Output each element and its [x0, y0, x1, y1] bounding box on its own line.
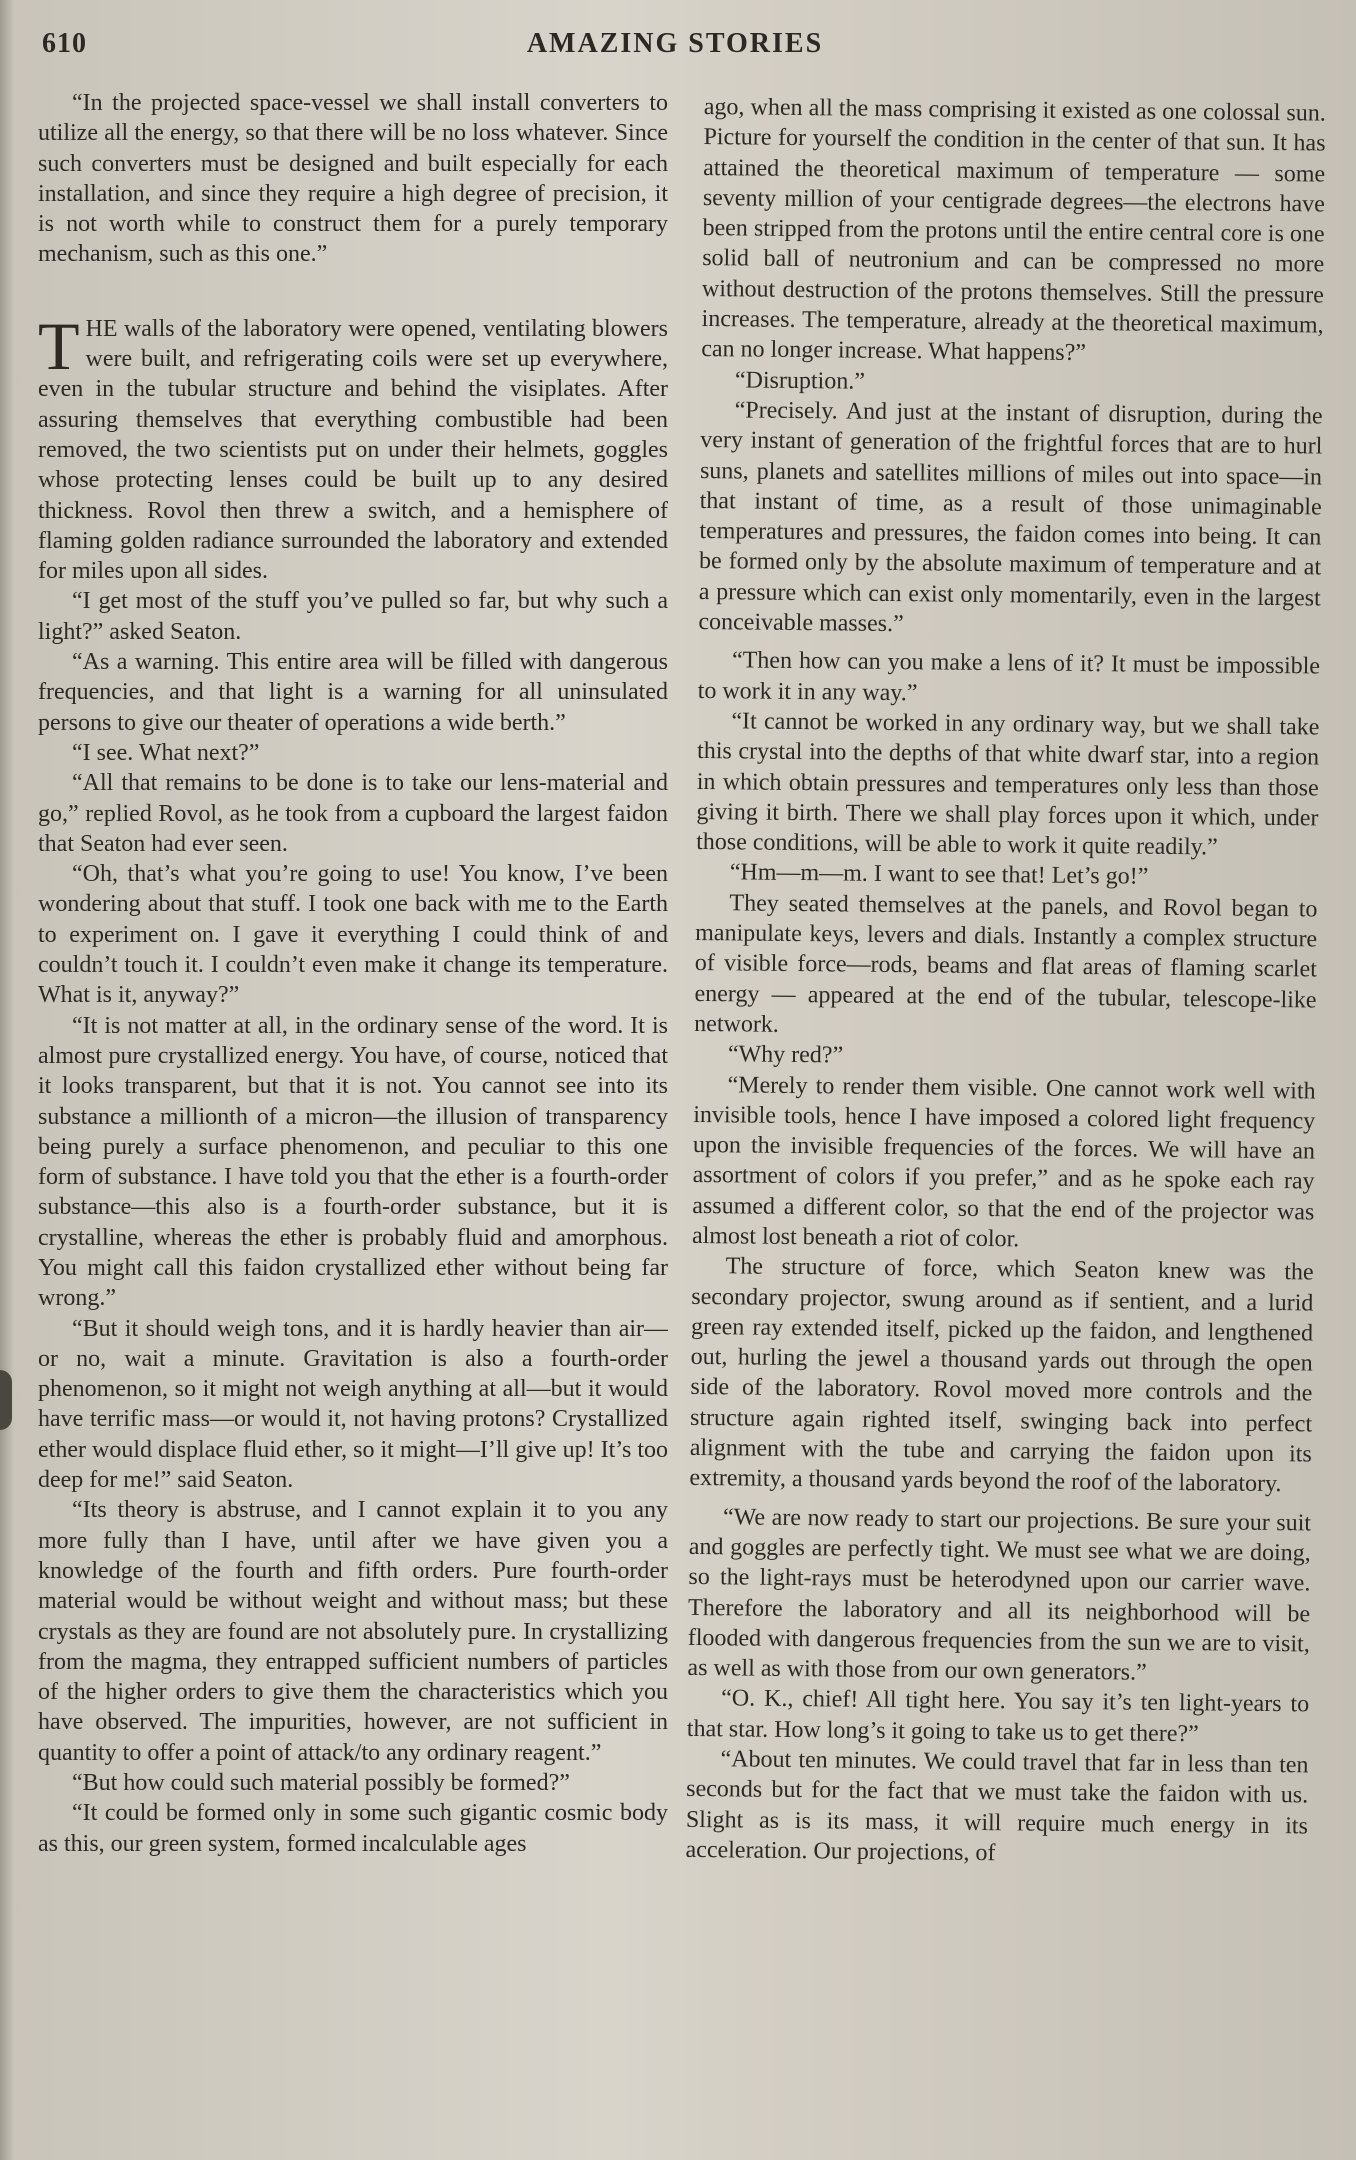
running-title: AMAZING STORIES	[526, 28, 824, 59]
page-header	[42, 26, 1308, 66]
paragraph: “About ten minutes. We could travel that far in less than ten seconds but for the fact that we must take the faidon with us. Slight as is its mass, it will require much energy in its acceleration. Our projections, of	[685, 1746, 1309, 1867]
binding-hole	[0, 1370, 12, 1430]
paragraph: “Hm—m—m. I want to see that! Let’s go!”	[729, 859, 1149, 891]
paragraph: “In the projected space-vessel we shall install converters to utilize all the energy, so that there will be no loss whatever. Since such converters must be designed and built especially for each installation, and since they require a high degree of precision, it is not worth while to construct them for a purely temporary mechanism, such as this one.”	[38, 90, 668, 268]
paragraph: “O. K., chief! All tight here. You say it’s ten light-years to that star. How long’s it going to take us to get there?”	[686, 1685, 1310, 1748]
paragraph: “Merely to render them visible. One cannot work well with invisible tools, hence I have imposed a colored light frequency upon the invisible frequencies of the forces. We will have an assortment of colors if you prefer,” and as he spoke each ray assumed a different color, so that the end of the projector was almost lost beneath a riot of color.	[691, 1071, 1316, 1253]
paragraph: ago, when all the mass comprising it existed as one colossal sun. Picture for yourself the condition in the center of that sun. It has attained the theoretical maximum of temperature — some seventy million of your centigrade degrees—the electrons have been stripped from the protons until the entire central core is one solid ball of neutronium and can be compressed no more without destruction of the protons themselves. Still the pressure increases. The temperature, already at the theoretical maximum, can no longer increase. What happens?”	[701, 93, 1326, 367]
paragraph: “But how could such material possibly be formed?”	[72, 1770, 570, 1797]
drop-cap: T	[38, 307, 80, 384]
paragraph: “Oh, that’s what you’re going to use! You know, I’ve been wondering about that stuff. I took one back with me to the Earth to experiment on. I gave it everything I could think of and couldn’t touch it. I couldn’t even make it change its temperature. What is it, anyway?”	[38, 861, 668, 1009]
paragraph: “It could be formed only in some such gigantic cosmic body as this, our green system, formed incalculable ages	[38, 1800, 668, 1857]
paragraph: “Disruption.”	[734, 367, 866, 395]
paragraph: The structure of force, which Seaton knew was the secondary projector, swung around as if sentient, and a lurid green ray extended itself, picked up the faidon, and lengthened out, hurling the jewel a thousand yards out through the open side of the laboratory. Rovol moved more controls and the structure again righted itself, swinging back into perfect alignment with the tube and carrying the faidon upon its extremity, a thousand yards beyond the roof of the laboratory.	[689, 1253, 1314, 1498]
paragraph: “It cannot be worked in any ordinary way, but we shall take this crystal into the depths of that white dwarf star, into a region in which obtain pressures and temperatures only less than those giving it birth. There we shall play forces upon it which, under those conditions, will be able to work it quite readily.”	[696, 708, 1320, 861]
paragraph: “Precisely. And just at the instant of disruption, during the very instant of generation of the frightful forces that are to hurl suns, planets and satellites millions of miles out into space—in that instant of time, as a result of those unimaginable temperatures and pressures, the faidon comes into being. It can be formed only by the absolute maximum of temperature and at a pressure which can exist only momentarily, even in the largest conceivable masses.”	[698, 397, 1323, 638]
binding-shadow	[0, 0, 14, 2160]
paragraph: They seated themselves at the panels, and Rovol began to manipulate keys, levers and dials. Instantly a complex structure of visible force—rods, beams and flat areas of flaming scarlet energy — appeared at the end of the tubular, telescope-like network.	[694, 890, 1318, 1038]
page-number: 610	[42, 28, 87, 59]
paragraph: “All that remains to be done is to take our lens-material and go,” replied Rovol, as he took from a cupboard the largest faidon that Seaton had ever seen.	[38, 770, 668, 857]
paragraph: “It is not matter at all, in the ordinary sense of the word. It is almost pure crystallized energy. You have, of course, noticed that it looks transparent, but that it is not. You cannot see into its substance a millionth of a micron—the illusion of transparency being purely a surface phenomenon, and peculiar to this one form of substance. I have told you that the ether is a fourth-order substance—this also is a fourth-order substance, but it is crystalline, whereas the ether is probably fluid and amorphous. You might call this faidon crystallized ether without being far wrong.”	[38, 1012, 668, 1312]
paragraph-text: HE walls of the laboratory were opened, ventilating blowers were built, and refrigerating coils were set up everywhere, even in the tubular structure and behind the visiplates. After assuring themselves that everything combustible had been removed, the two scientists put on under their helmets, goggles whose protecting lenses could be built up to any desired thickness. Rovol then threw a switch, and a hemisphere of flaming golden radiance surrounded the laboratory and extended for miles upon all sides.	[38, 315, 668, 585]
paragraph: “But it should weigh tons, and it is hardly heavier than air—or no, wait a minute. Gravitation is also a fourth-order phenomenon, so it might not weigh anything at all—but it would have terrific mass—or would it, not having protons? Crystallized ether would displace fluid ether, so it might—I’ll give up! It’s too deep for me!” said Seaton.	[38, 1315, 668, 1494]
paragraph: “As a warning. This entire area will be filled with dangerous frequencies, and that light is a warning for all uninsulated persons to give our theater of operations a wide berth.”	[38, 649, 668, 736]
paragraph: “Why red?”	[727, 1041, 844, 1069]
paragraph: “Its theory is abstruse, and I cannot explain it to you any more fully than I have, until after we have given you a knowledge of the fourth and fifth orders. Pure fourth-order material would be without weight and without mass; but these crystals as they are found are not absolutely pure. In crystallizing from the magma, they entrapped sufficient numbers of particles of the higher orders to give them the characteristics which you have observed. The impurities, however, are not sufficient in quantity to offer a point of attack/to any ordinary reagent.”	[38, 1497, 668, 1766]
paragraph: “We are now ready to start our projections. Be sure your suit and goggles are perfectly tight. We must see what we are doing, so the light-rays must be heterodyned upon our carrier wave. Therefore the laboratory and all its neighborhood will be flooded with dangerous frequencies from the sun we are to visit, as well as with those from our own generators.”	[687, 1503, 1312, 1686]
paragraph: “I get most of the stuff you’ve pulled so far, but why such a light?” asked Seaton.	[38, 588, 668, 645]
left-column	[38, 88, 668, 2108]
paragraph: “Then how can you make a lens of it? It must be impossible to work it in any way.”	[697, 647, 1321, 706]
paragraph: “I see. What next?”	[72, 739, 260, 766]
right-column	[683, 92, 1326, 2118]
paragraph-dropcap	[38, 307, 668, 587]
